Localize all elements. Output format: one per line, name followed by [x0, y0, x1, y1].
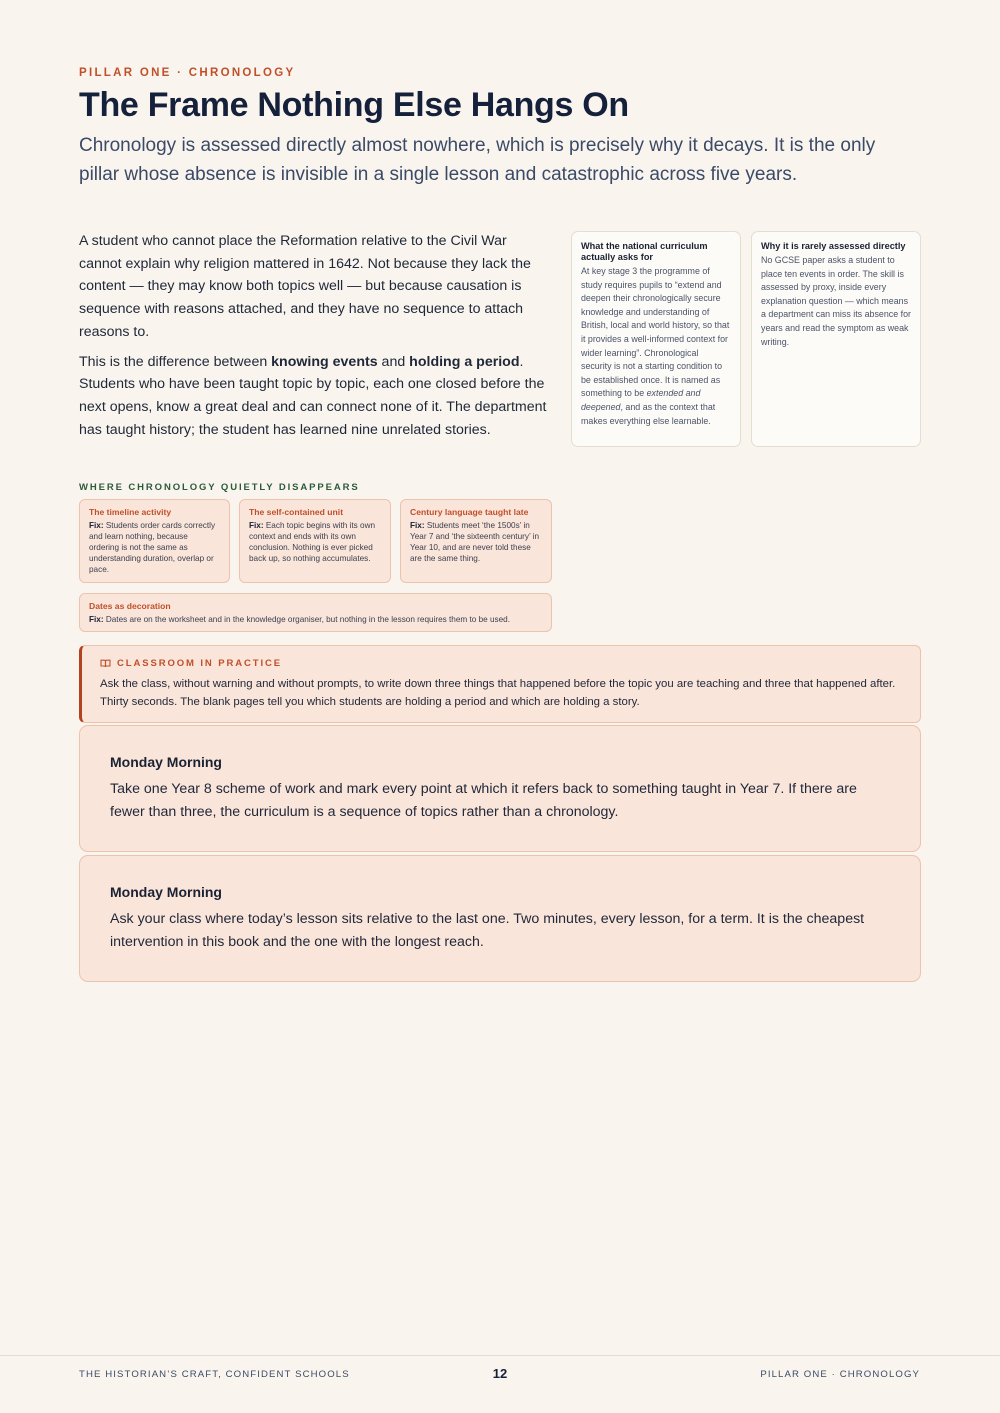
- footer-right: PILLAR ONE · CHRONOLOGY: [760, 1369, 920, 1380]
- card-text: At key stage 3 the programme of study requires pupils to “extend and deepen their chronologically secure knowledge and understanding of British, local and world history, so that it provides a well-informed context for wider learning”. Chronological security is not a starting condition to be established once. It is named as something to be extended and deepened, and as the context that makes everything else learnable.: [581, 266, 730, 426]
- pitfalls-heading: WHERE CHRONOLOGY QUIETLY DISAPPEARS: [79, 482, 360, 493]
- body-column: [79, 230, 551, 448]
- pitfall-title: Century language taught late: [410, 507, 529, 517]
- monday-morning-card: [79, 855, 921, 982]
- pitfall-title: The timeline activity: [89, 507, 172, 517]
- pitfall-text: Fix: Students order cards correctly and learn nothing, because ordering is not the same as understanding duration, overlap or pace.: [89, 521, 216, 574]
- body-paragraph-2: This is the difference between knowing events and holding a period. Students who have been taught topic by topic, each one closed before the next opens, know a great deal and can connect none of it. The department has taught history; the student has learned nine unrelated stories.: [79, 353, 547, 438]
- pitfall-card: [79, 499, 230, 583]
- page-title: The Frame Nothing Else Hangs On: [79, 86, 629, 124]
- lede: Chronology is assessed directly almost nowhere, which is precisely why it decays. It is the only pillar whose absence is invisible in a single lesson and catastrophic across five years.: [79, 135, 876, 185]
- monday-text: Take one Year 8 scheme of work and mark every point at which it refers back to something taught in Year 7. If there are fewer than three, the curriculum is a sequence of topics rather than a chronology.: [110, 781, 857, 820]
- card-heading: What the national curriculum actually asks for: [581, 241, 708, 262]
- pitfall-text: Fix: Each topic begins with its own context and ends with its own conclusion. Nothing is ever picked back up, so nothing accumulates.: [249, 521, 376, 563]
- footer-left: THE HISTORIAN’S CRAFT, CONFIDENT SCHOOLS: [79, 1369, 350, 1380]
- monday-heading: Monday Morning: [110, 754, 222, 770]
- pitfall-card: [400, 499, 552, 583]
- footer-divider: [0, 1355, 1000, 1356]
- monday-morning-card: [79, 725, 921, 852]
- card-text: No GCSE paper asks a student to place ten events in order. The skill is assessed by proxy, inside every explanation question — which means a department can miss its absence for years and read the symptom as weak writing.: [761, 255, 911, 347]
- sidebar-card-curriculum: [571, 231, 741, 447]
- classroom-practice-callout: [79, 645, 921, 723]
- pitfall-text: Fix: Dates are on the worksheet and in the knowledge organiser, but nothing in the lesson requires them to be used.: [89, 615, 511, 624]
- card-heading: Why it is rarely assessed directly: [761, 241, 906, 251]
- callout-label: CLASSROOM IN PRACTICE: [100, 658, 902, 669]
- body-paragraph-1: A student who cannot place the Reformation relative to the Civil War cannot explain why religion mattered in 1642. Not because they lack the content — they may know both topics well — but because causation is sequence with reasons attached, and they have no sequence to attach reasons to.: [79, 233, 531, 340]
- callout-text: Ask the class, without warning and without prompts, to write down three things that happened before the topic you are teaching and three that happened after. Thirty seconds. The blank pages tell you which students are holding a period and which are holding a story.: [100, 678, 896, 708]
- page-number: 12: [492, 1366, 508, 1381]
- pitfall-text: Fix: Students meet ‘the 1500s’ in Year 7 and ‘the sixteenth century’ in Year 10, and are never told these are the same thing.: [410, 521, 540, 563]
- section-eyebrow: PILLAR ONE · CHRONOLOGY: [79, 67, 296, 79]
- pitfall-card: [239, 499, 391, 583]
- pitfall-card-wide: [79, 593, 552, 632]
- pitfall-title: The self-contained unit: [249, 507, 344, 517]
- sidebar-card-assessment: [751, 231, 921, 447]
- monday-text: Ask your class where today’s lesson sits relative to the last one. Two minutes, every lesson, for a term. It is the cheapest intervention in this book and the one with the longest reach.: [110, 911, 865, 950]
- book-icon: [100, 659, 111, 668]
- pitfall-title: Dates as decoration: [89, 601, 171, 611]
- monday-heading: Monday Morning: [110, 884, 222, 900]
